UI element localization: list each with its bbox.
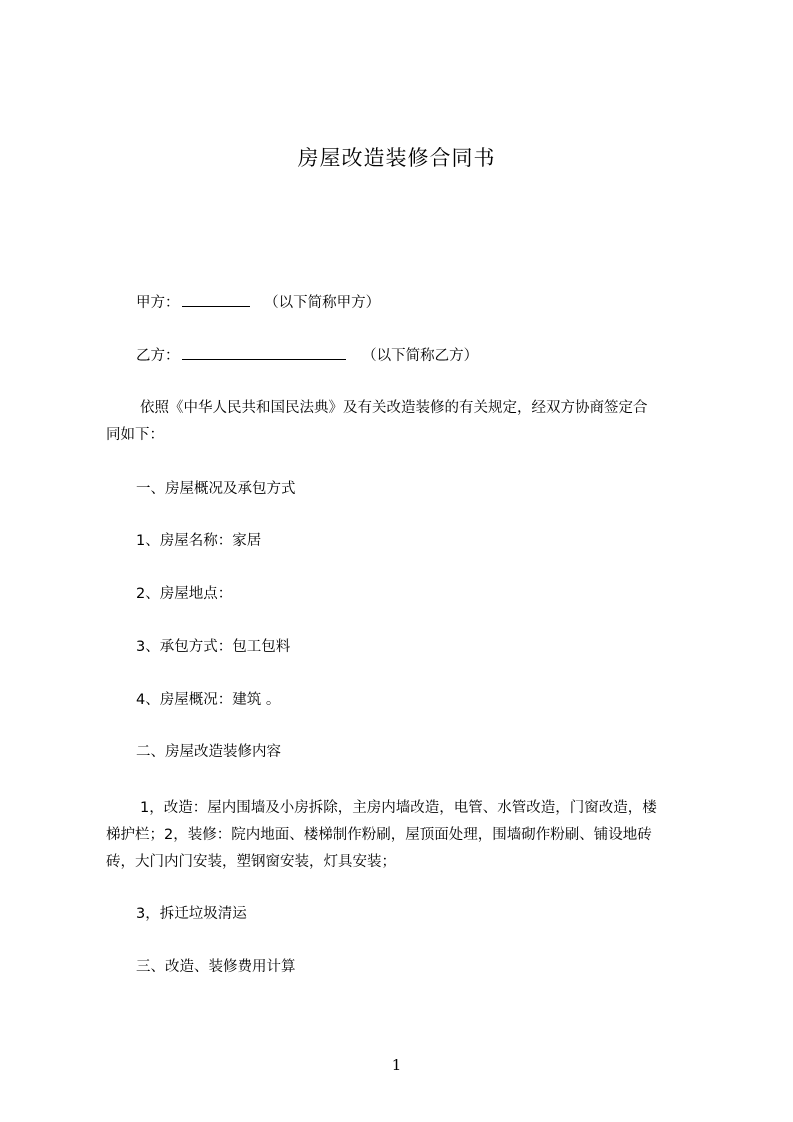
page-number: 1: [391, 1056, 402, 1074]
intro-line-2: 同如下：: [106, 427, 164, 443]
house-overview: 4、房屋概况：建筑 。: [136, 692, 281, 708]
party-a-label: 甲方：: [136, 295, 180, 311]
section-2-heading: 二、房屋改造装修内容: [136, 744, 281, 760]
party-b-line: [136, 345, 478, 365]
house-name: 1、房屋名称：家居: [136, 533, 262, 549]
document-title: 房屋改造装修合同书: [297, 146, 496, 170]
party-a-line: [136, 292, 380, 312]
intro-line-1: 依照《中华人民共和国民法典》及有关改造装修的有关规定，经双方协商签定合: [140, 400, 648, 416]
section-3-heading: 三、改造、装修费用计算: [136, 959, 296, 975]
party-a-blank: [182, 292, 250, 307]
contract-method: 3、承包方式：包工包料: [136, 639, 291, 655]
party-b-label: 乙方：: [136, 348, 180, 364]
content-item-line-1: 1，改造：屋内围墙及小房拆除，主房内墙改造，电管、水管改造，门窗改造，楼: [140, 800, 657, 816]
party-a-note: （以下简称甲方）: [264, 295, 381, 311]
house-location: 2、房屋地点：: [136, 586, 233, 602]
party-b-note: （以下简称乙方）: [362, 348, 479, 364]
item-3: 3，拆迁垃圾清运: [136, 906, 247, 922]
section-1-heading: 一、房屋概况及承包方式: [136, 481, 296, 497]
content-item-line-2: 梯护栏；2，装修：院内地面、楼梯制作粉刷，屋顶面处理，围墙砌作粉刷、铺设地砖: [106, 827, 652, 843]
content-item-line-3: 砖，大门内门安装，塑钢窗安装，灯具安装；: [106, 854, 396, 870]
party-b-blank: [182, 345, 346, 360]
